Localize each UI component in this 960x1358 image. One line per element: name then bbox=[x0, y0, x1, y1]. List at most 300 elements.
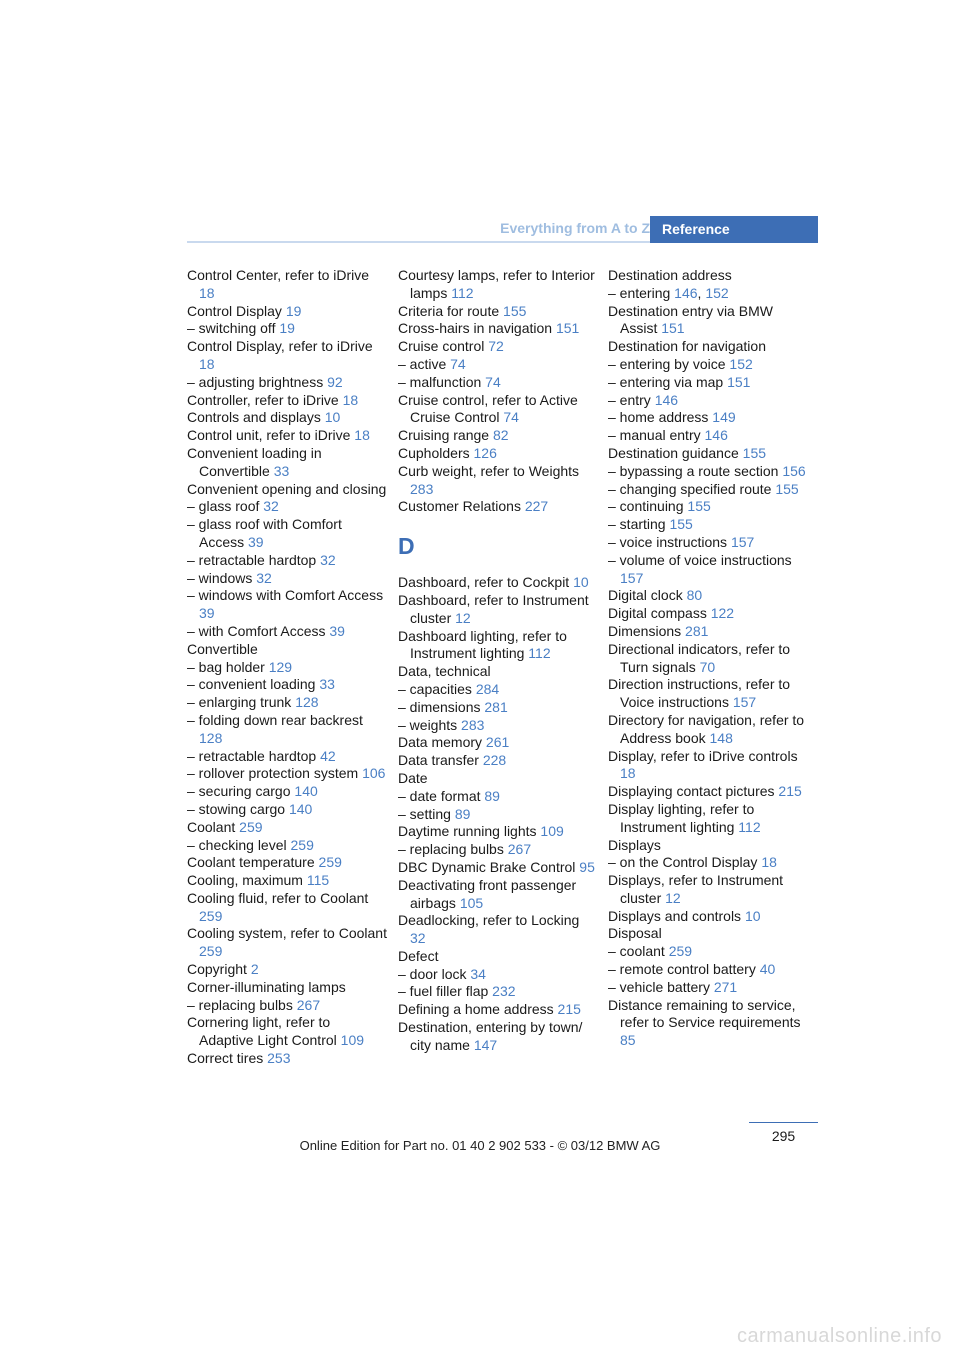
index-entry bbox=[398, 966, 598, 984]
index-entry-text: Cooling fluid, refer to Coolant bbox=[187, 889, 369, 906]
page-reference-link[interactable]: 146 bbox=[674, 284, 698, 301]
index-entry bbox=[608, 303, 808, 339]
page-reference-link[interactable]: 128 bbox=[295, 694, 319, 711]
index-entry-text: – malfunction bbox=[398, 373, 482, 390]
page-reference-link[interactable]: 18 bbox=[620, 765, 636, 782]
index-entry bbox=[398, 628, 598, 664]
page-reference-link[interactable]: 259 bbox=[318, 854, 342, 871]
index-entry bbox=[187, 979, 387, 997]
index-entry bbox=[187, 570, 387, 588]
index-entry bbox=[608, 837, 808, 855]
index-entry-text: Customer Relations bbox=[398, 498, 521, 515]
index-entry bbox=[398, 663, 598, 681]
page-reference-link[interactable]: 10 bbox=[744, 907, 761, 924]
index-entry bbox=[398, 877, 598, 913]
index-entry bbox=[398, 823, 598, 841]
page-reference-link[interactable]: 40 bbox=[759, 961, 776, 978]
index-entry-text: Deactivating front passenger airbags bbox=[398, 876, 577, 911]
index-entry bbox=[187, 374, 387, 392]
page-number: 295 bbox=[771, 1128, 796, 1144]
index-entry bbox=[187, 445, 387, 481]
index-entry bbox=[187, 890, 387, 926]
index-entry-text: – dimensions bbox=[398, 698, 481, 715]
page-reference-link[interactable]: 281 bbox=[484, 698, 508, 715]
header-tab-reference: Reference bbox=[650, 216, 818, 243]
index-entry bbox=[398, 1019, 598, 1055]
page-reference-link[interactable]: 283 bbox=[461, 716, 485, 733]
index-entry-text: – manual entry bbox=[608, 427, 701, 444]
header-section-title: Everything from A to Z bbox=[500, 220, 650, 236]
page-reference-link[interactable]: 12 bbox=[665, 889, 681, 906]
page-reference-link[interactable]: 259 bbox=[668, 943, 693, 960]
index-entry bbox=[187, 392, 387, 410]
page-reference-link[interactable]: 147 bbox=[473, 1036, 498, 1053]
page-reference-link[interactable]: 95 bbox=[579, 858, 595, 875]
page-reference-link[interactable]: 227 bbox=[524, 498, 549, 515]
page-reference-link[interactable]: 32 bbox=[263, 498, 279, 515]
page-reference-link[interactable]: 92 bbox=[327, 373, 343, 390]
index-entry-text: Digital clock bbox=[608, 587, 683, 604]
index-entry bbox=[608, 908, 808, 926]
page-reference-link[interactable]: 33 bbox=[273, 462, 290, 479]
index-entry-text: Cooling, maximum bbox=[187, 872, 303, 889]
index-entry bbox=[608, 267, 808, 285]
page-reference-link[interactable]: 155 bbox=[503, 302, 527, 319]
index-entry bbox=[398, 574, 598, 592]
index-entry bbox=[398, 752, 598, 770]
index-entry-text: Cornering light, refer to Adaptive Light Control bbox=[187, 1014, 337, 1049]
index-entry-text: – retractable hardtop bbox=[187, 747, 317, 764]
index-entry bbox=[187, 712, 387, 748]
index-entry bbox=[608, 427, 808, 445]
page-reference-link[interactable]: 89 bbox=[454, 805, 471, 822]
index-entry-text: Control Center, refer to iDrive bbox=[187, 267, 370, 283]
page-reference-link[interactable]: 232 bbox=[492, 983, 516, 1000]
page-reference-link[interactable]: 267 bbox=[296, 996, 321, 1013]
page-reference-link[interactable]: 12 bbox=[455, 609, 471, 626]
page-reference-link[interactable]: 140 bbox=[294, 783, 318, 800]
page-header bbox=[187, 216, 818, 243]
page-reference-link[interactable]: 105 bbox=[459, 894, 484, 911]
index-entry-text: Controls and displays bbox=[187, 409, 321, 426]
index-entry-text: Cooling system, refer to Coolant bbox=[187, 925, 387, 942]
index-entry-text: – stowing cargo bbox=[187, 800, 286, 817]
index-entry bbox=[608, 481, 808, 499]
index-entry-text: Disposal bbox=[608, 925, 662, 942]
index-entry bbox=[608, 872, 808, 908]
page-reference-link[interactable]: 82 bbox=[492, 427, 509, 444]
index-entry-text: Defect bbox=[398, 947, 439, 964]
index-entry-text: Correct tires bbox=[187, 1050, 264, 1067]
index-entry bbox=[398, 734, 598, 752]
index-entry-text: – entering by voice bbox=[608, 355, 726, 372]
index-entry-text: – checking level bbox=[187, 836, 287, 853]
index-entry bbox=[608, 374, 808, 392]
index-entry bbox=[187, 623, 387, 641]
page-reference-link[interactable]: 146 bbox=[654, 391, 679, 408]
index-entry-text: Courtesy lamps, refer to Interior lamps bbox=[398, 267, 595, 301]
index-entry bbox=[187, 925, 387, 961]
page-reference-link[interactable]: 149 bbox=[712, 409, 736, 426]
index-entry-text: Dashboard lighting, refer to Instrument lighting bbox=[398, 627, 567, 662]
index-entry bbox=[608, 605, 808, 623]
page-reference-link[interactable]: 72 bbox=[488, 338, 504, 355]
page-reference-link[interactable]: 42 bbox=[320, 747, 336, 764]
index-entry bbox=[187, 659, 387, 677]
index-entry-text: – home address bbox=[608, 409, 709, 426]
index-entry-text: – enlarging trunk bbox=[187, 694, 292, 711]
index-entry-text: Convenient opening and closing bbox=[187, 480, 387, 497]
page-reference-link[interactable]: 112 bbox=[451, 284, 474, 301]
page-reference-link[interactable]: 253 bbox=[267, 1050, 291, 1067]
index-entry bbox=[187, 748, 387, 766]
index-entry-text: – convenient loading bbox=[187, 676, 316, 693]
index-entry-text: – with Comfort Access bbox=[187, 622, 326, 639]
page-reference-link[interactable]: 259 bbox=[290, 836, 314, 853]
index-entry bbox=[608, 392, 808, 410]
index-entry-text: Cruise control bbox=[398, 338, 485, 355]
page-reference-link[interactable]: 228 bbox=[482, 752, 507, 769]
index-entry bbox=[398, 392, 598, 428]
page-reference-link[interactable]: 109 bbox=[540, 823, 564, 840]
index-entry bbox=[608, 979, 808, 997]
index-entry bbox=[398, 788, 598, 806]
index-entry-text: – windows with Comfort Access bbox=[187, 587, 384, 604]
index-entry-text: – vehicle battery bbox=[608, 978, 710, 995]
index-entry bbox=[398, 374, 598, 392]
page-reference-link[interactable]: 18 bbox=[354, 427, 370, 444]
index-entry bbox=[187, 409, 387, 427]
page-reference-link[interactable]: 283 bbox=[410, 480, 434, 497]
index-entry-text: Displaying contact pictures bbox=[608, 783, 775, 800]
index-entry-text: – bag holder bbox=[187, 658, 265, 675]
index-entry-text: – securing cargo bbox=[187, 783, 291, 800]
index-entry-text: Display, refer to iDrive controls bbox=[608, 747, 798, 764]
index-entry bbox=[608, 997, 808, 1050]
page-reference-link[interactable]: 70 bbox=[699, 658, 716, 675]
page-reference-link[interactable]: 259 bbox=[199, 943, 223, 960]
index-entry-text: – remote control battery bbox=[608, 961, 756, 978]
page-reference-link[interactable]: 19 bbox=[285, 302, 302, 319]
index-column-3 bbox=[608, 267, 808, 1050]
index-entry bbox=[398, 463, 598, 499]
index-entry-text: Dashboard, refer to Instrument cluster bbox=[398, 591, 589, 626]
page-reference-link[interactable]: 89 bbox=[484, 787, 500, 804]
page-reference-link[interactable]: 126 bbox=[473, 444, 497, 461]
index-entry-text: Coolant bbox=[187, 818, 236, 835]
page-reference-link[interactable]: 267 bbox=[507, 841, 532, 858]
index-entry-text: – retractable hardtop bbox=[187, 551, 317, 568]
page-reference-link[interactable]: 151 bbox=[661, 320, 685, 337]
page-reference-link[interactable]: 34 bbox=[470, 965, 486, 982]
index-entry bbox=[608, 748, 808, 784]
index-entry bbox=[608, 925, 808, 943]
page-reference-link[interactable]: 122 bbox=[710, 605, 735, 622]
index-entry-text: Destination address bbox=[608, 267, 732, 283]
page-reference-link[interactable]: 129 bbox=[268, 658, 293, 675]
page-reference-link[interactable]: 215 bbox=[778, 783, 802, 800]
index-entry bbox=[187, 801, 387, 819]
index-entry-text: Direction instructions, refer to Voice instructions bbox=[608, 676, 791, 711]
index-entry-text: – weights bbox=[398, 716, 458, 733]
page-reference-link[interactable]: 74 bbox=[485, 373, 501, 390]
index-entry bbox=[608, 463, 808, 481]
page-reference-link[interactable]: 39 bbox=[248, 533, 264, 550]
index-entry-text: – fuel filler flap bbox=[398, 983, 489, 1000]
index-entry bbox=[398, 592, 598, 628]
page-reference-link[interactable]: 80 bbox=[686, 587, 703, 604]
page-reference-link[interactable]: 155 bbox=[775, 480, 799, 497]
page-reference-link[interactable]: 156 bbox=[782, 462, 806, 479]
index-entry-text: Convenient loading in Convertible bbox=[187, 444, 322, 479]
page-reference-link[interactable]: 261 bbox=[485, 734, 510, 751]
page-reference-link[interactable]: 18 bbox=[199, 284, 215, 301]
page-reference-link[interactable]: 19 bbox=[279, 320, 295, 337]
index-entry-text: Displays and controls bbox=[608, 907, 742, 924]
index-entry bbox=[398, 699, 598, 717]
index-entry-text: – folding down rear backrest bbox=[187, 711, 363, 728]
index-entry bbox=[608, 676, 808, 712]
page-reference-link[interactable]: 157 bbox=[620, 569, 644, 586]
index-entry-text: – date format bbox=[398, 787, 481, 804]
index-entry bbox=[398, 320, 598, 338]
index-entry bbox=[187, 552, 387, 570]
index-entry-text: Copyright bbox=[187, 961, 247, 978]
index-entry bbox=[187, 516, 387, 552]
index-entry bbox=[187, 961, 387, 979]
index-entry-text: Data memory bbox=[398, 734, 483, 751]
page-number-rule bbox=[749, 1122, 818, 1123]
index-entry bbox=[187, 997, 387, 1015]
index-entry bbox=[398, 356, 598, 374]
index-entry bbox=[608, 409, 808, 427]
page-reference-link[interactable]: 10 bbox=[573, 574, 589, 591]
watermark: carmanualsonline.info bbox=[736, 1325, 942, 1347]
page-reference-link[interactable]: 74 bbox=[450, 355, 466, 372]
page-reference-link[interactable]: 39 bbox=[199, 605, 215, 622]
index-entry bbox=[398, 859, 598, 877]
index-entry bbox=[608, 587, 808, 605]
index-entry-text: – replacing bulbs bbox=[398, 841, 504, 858]
index-entry-text: – glass roof with Comfort Access bbox=[187, 516, 342, 550]
page-reference-link[interactable]: 18 bbox=[199, 355, 215, 372]
index-entry bbox=[187, 1014, 387, 1050]
index-entry-text: Dimensions bbox=[608, 622, 682, 639]
index-entry bbox=[398, 841, 598, 859]
section-letter: D bbox=[398, 533, 415, 560]
index-column-1 bbox=[187, 267, 387, 1068]
page-reference-link[interactable]: 112 bbox=[528, 645, 551, 662]
index-entry bbox=[398, 338, 598, 356]
index-entry-text: Display lighting, refer to Instrument lighting bbox=[608, 800, 755, 835]
index-entry-text: – setting bbox=[398, 805, 451, 822]
index-entry bbox=[398, 1001, 598, 1019]
index-entry-text: Defining a home address bbox=[398, 1001, 554, 1018]
index-entry bbox=[608, 338, 808, 356]
index-entry-text: – volume of voice instructions bbox=[608, 551, 792, 568]
page-reference-link[interactable]: 151 bbox=[555, 320, 580, 337]
index-entry bbox=[608, 712, 808, 748]
page-reference-link[interactable]: 115 bbox=[306, 872, 330, 889]
index-entry bbox=[608, 943, 808, 961]
page-reference-link[interactable]: 140 bbox=[288, 800, 313, 817]
index-entry bbox=[187, 267, 387, 303]
index-entry-text: Destination for navigation bbox=[608, 338, 766, 355]
page-reference-link[interactable]: 18 bbox=[761, 854, 777, 871]
index-entry bbox=[398, 983, 598, 1001]
index-entry-text: Cruising range bbox=[398, 427, 490, 444]
index-entry-text: Destination guidance bbox=[608, 444, 739, 461]
index-entry-text: Criteria for route bbox=[398, 302, 500, 319]
index-entry-text: – entering via map bbox=[608, 373, 724, 390]
index-entry-text: – switching off bbox=[187, 320, 276, 337]
index-entry-text: Destination entry via BMW Assist bbox=[608, 302, 773, 337]
page-reference-link[interactable]: 215 bbox=[557, 1001, 581, 1018]
page-reference-link[interactable]: 74 bbox=[503, 409, 519, 426]
index-entry-text: Displays, refer to Instrument cluster bbox=[608, 872, 784, 906]
index-entry bbox=[608, 552, 808, 588]
index-entry bbox=[398, 681, 598, 699]
page-reference-link[interactable]: 152 bbox=[705, 284, 729, 301]
index-entry bbox=[187, 587, 387, 623]
page-reference-link[interactable]: 155 bbox=[669, 516, 693, 533]
index-entry-text: Cruise control, refer to Active Cruise Control bbox=[398, 391, 578, 426]
index-entry bbox=[608, 641, 808, 677]
index-entry-text: Directory for navigation, refer to Address book bbox=[608, 711, 805, 746]
index-entry-text: Corner-illuminating lamps bbox=[187, 978, 346, 995]
index-entry-text: – windows bbox=[187, 569, 253, 586]
index-entry-text: Distance remaining to service, refer to Service requirements bbox=[608, 996, 801, 1031]
index-entry-text: Cupholders bbox=[398, 444, 470, 461]
page-reference-link[interactable]: 151 bbox=[727, 373, 751, 390]
index-entry-text: Dashboard, refer to Cockpit bbox=[398, 574, 570, 591]
index-entry bbox=[608, 516, 808, 534]
index-column-2 bbox=[398, 267, 598, 1055]
index-entry bbox=[187, 481, 387, 499]
index-entry-text: – changing specified route bbox=[608, 480, 772, 497]
index-entry bbox=[398, 717, 598, 735]
index-entry-text: – entering bbox=[608, 284, 671, 301]
page-reference-link[interactable]: 148 bbox=[709, 729, 733, 746]
index-entry-text: Coolant temperature bbox=[187, 854, 315, 871]
page-reference-link[interactable]: 39 bbox=[329, 622, 345, 639]
index-entry-text: Deadlocking, refer to Locking bbox=[398, 912, 580, 929]
index-entry-text: – entry bbox=[608, 391, 651, 408]
index-entry bbox=[398, 912, 598, 948]
index-entry-text: – adjusting brightness bbox=[187, 373, 324, 390]
index-entry bbox=[608, 534, 808, 552]
index-entry-text: Digital compass bbox=[608, 605, 707, 622]
index-entry-text: – on the Control Display bbox=[608, 854, 758, 871]
page-reference-link[interactable]: 18 bbox=[342, 391, 359, 408]
index-entry bbox=[608, 783, 808, 801]
index-entry-text: Data transfer bbox=[398, 752, 479, 769]
page-reference-link[interactable]: 32 bbox=[256, 569, 272, 586]
page-reference-link[interactable]: 155 bbox=[742, 444, 767, 461]
index-entry bbox=[398, 303, 598, 321]
index-entry bbox=[398, 427, 598, 445]
index-entry-text: – starting bbox=[608, 516, 666, 533]
page-reference-link[interactable]: 10 bbox=[324, 409, 341, 426]
page-reference-link[interactable]: 146 bbox=[704, 427, 728, 444]
index-entry bbox=[608, 961, 808, 979]
index-entry-text: Data, technical bbox=[398, 663, 491, 680]
index-entry bbox=[187, 872, 387, 890]
index-entry bbox=[608, 801, 808, 837]
index-entry-text: – glass roof bbox=[187, 498, 260, 515]
page-reference-link[interactable]: 259 bbox=[199, 907, 223, 924]
index-entry-text: – bypassing a route section bbox=[608, 462, 779, 479]
index-entry-text: – rollover protection system bbox=[187, 765, 359, 782]
index-entry-text: – continuing bbox=[608, 498, 684, 515]
index-entry bbox=[187, 765, 387, 783]
page-reference-link[interactable]: 112 bbox=[738, 818, 761, 835]
page-reference-link[interactable]: 284 bbox=[475, 680, 500, 697]
index-entry bbox=[187, 498, 387, 516]
index-entry-text: – capacities bbox=[398, 680, 472, 697]
page-reference-link[interactable]: 109 bbox=[340, 1032, 365, 1049]
index-entry bbox=[187, 338, 387, 374]
index-entry-text: – active bbox=[398, 355, 447, 372]
index-entry bbox=[187, 783, 387, 801]
index-entry-text: – voice instructions bbox=[608, 533, 728, 550]
index-entry bbox=[398, 770, 598, 788]
index-entry bbox=[187, 641, 387, 659]
index-entry-text: – coolant bbox=[608, 943, 665, 960]
index-entry bbox=[608, 854, 808, 872]
index-entry-text: Control Display bbox=[187, 302, 282, 319]
index-entry-text: Directional indicators, refer to Turn signals bbox=[608, 640, 791, 675]
page-reference-link[interactable]: 2 bbox=[250, 961, 259, 978]
index-entry-text: DBC Dynamic Brake Control bbox=[398, 858, 576, 875]
page-reference-link[interactable]: 259 bbox=[239, 818, 263, 835]
index-entry-text: Control Display, refer to iDrive bbox=[187, 338, 373, 355]
page-reference-link[interactable]: 32 bbox=[320, 551, 336, 568]
index-entry-text: Controller, refer to iDrive bbox=[187, 391, 339, 408]
index-entry bbox=[608, 498, 808, 516]
index-entry: – entering 146, 152 bbox=[608, 284, 729, 301]
page-reference-link[interactable]: 281 bbox=[685, 622, 709, 639]
page-reference-link[interactable]: 157 bbox=[732, 694, 757, 711]
index-entry-text: Control unit, refer to iDrive bbox=[187, 427, 351, 444]
index-entry bbox=[187, 676, 387, 694]
index-entry-text: – door lock bbox=[398, 965, 467, 982]
index-entry-text: Cross-hairs in navigation bbox=[398, 320, 553, 337]
index-entry bbox=[187, 1050, 387, 1068]
index-entry bbox=[608, 356, 808, 374]
page-reference-link[interactable]: 128 bbox=[199, 729, 223, 746]
index-entry-text: Daytime running lights bbox=[398, 823, 537, 840]
index-entry bbox=[187, 694, 387, 712]
page-reference-link[interactable]: 155 bbox=[687, 498, 711, 515]
index-entry bbox=[398, 498, 598, 516]
index-entry bbox=[187, 854, 387, 872]
footer-edition-note: Online Edition for Part no. 01 40 2 902 533 - © 03/12 BMW AG bbox=[299, 1138, 661, 1153]
page-reference-link[interactable]: 152 bbox=[729, 355, 753, 372]
index-entry bbox=[608, 623, 808, 641]
page-reference-link[interactable]: 106 bbox=[362, 765, 386, 782]
index-entry bbox=[398, 267, 598, 303]
page-reference-link[interactable]: 157 bbox=[730, 533, 755, 550]
index-entry bbox=[187, 320, 387, 338]
page-reference-link[interactable]: 271 bbox=[713, 978, 738, 995]
page-reference-link[interactable]: 32 bbox=[410, 930, 426, 947]
index-entry-text: Convertible bbox=[187, 640, 258, 657]
index-entry-text: Date bbox=[398, 769, 428, 786]
index-entry-text: – replacing bulbs bbox=[187, 996, 293, 1013]
page-reference-link[interactable]: 85 bbox=[620, 1032, 636, 1049]
page-reference-link[interactable]: 33 bbox=[319, 676, 335, 693]
